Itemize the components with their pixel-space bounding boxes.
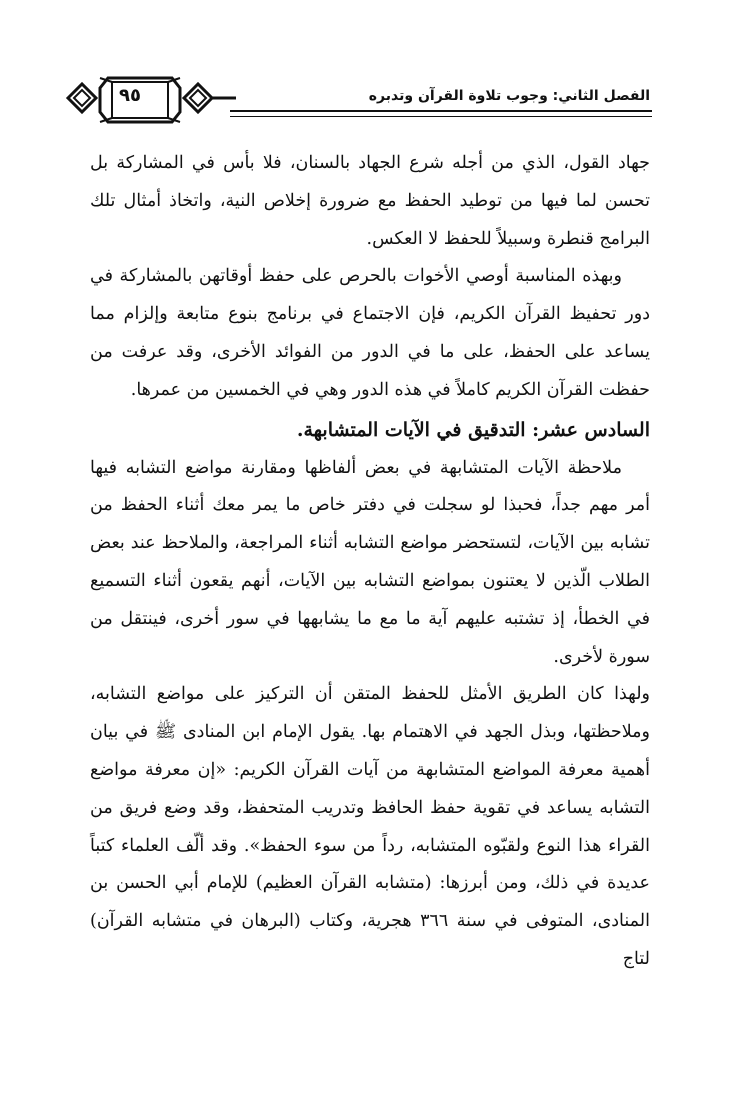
paragraph: ولهذا كان الطريق الأمثل للحفظ المتقن أن التركيز على مواضع التشابه، وملاحظتها، وبذل الجهد في الاهتمام بها. يقول الإمام ابن المنادى ﷺ في بيان أهمية معرفة المواضع المتشابهة من آيات القرآن الكريم: «إن معرفة مواضع التشابه يساعد في تقوية حفظ الحافظ وتدريب المتحفظ، وقد وضع فريق من القراء هذا النوع ولقبّوه المتشابه، رداً من سوء الحفظ». وقد ألّف العلماء كتباً عديدة في ذلك، ومن أبرزها: (متشابه القرآن العظيم) للإمام أبي الحسن بن المنادى، المتوفى في سنة ٣٦٦ هجرية، وكتاب (البرهان في متشابه القرآن) لتاج [90,684,650,969]
page-header [60,70,652,130]
header-rule-thin [230,116,652,117]
header-rule [230,110,652,112]
paragraph: جهاد القول، الذي من أجله شرع الجهاد بالسنان، فلا بأس في المشاركة بل تحسن لما فيها من توطيد الحفظ مع ضرورة إخلاص النية، واتخاذ أمثال تلك البرامج قنطرة وسبيلاً للحفظ لا العكس. [90,153,650,249]
section-heading: السادس عشر: التدقيق في الآيات المتشابهة. [296,418,650,441]
paragraph: وبهذه المناسبة أوصي الأخوات بالحرص على حفظ أوقاتهن بالمشاركة في دور تحفيظ القرآن الكريم، فإن الاجتماع في برنامج بنوع متابعة وإلزام مما يساعد على الحفظ، على ما في الدور من الفوائد الأخرى، وقد عرفت من حفظت القرآن الكريم كاملاً في هذه الدور وهي في الخمسين من عمرها. [90,266,650,400]
page-number: ٩٥ [119,85,141,106]
main-text [90,145,650,979]
chapter-title: الفصل الثاني: وجوب تلاوة القرآن وتدبره [361,87,650,105]
paragraph: ملاحظة الآيات المتشابهة في بعض ألفاظها ومقارنة مواضع التشابه فيها أمر مهم جداً، فحبذا لو سجلت في دفتر خاص ما يمر معك أثناء الحفظ من تشابه بين الآيات، لتستحضر مواضع التشابه أثناء المراجعة، والملاحظ عند بعض الطلاب الّذين لا يعتنون بمواضع التشابه بين الآيات، أنهم يقعون أثناء التسميع في الخطأ، إذ تشتبه عليهم آية ما مع ما يشابهها في سور أخرى، فينتقل من سورة لأخرى. [90,457,650,667]
